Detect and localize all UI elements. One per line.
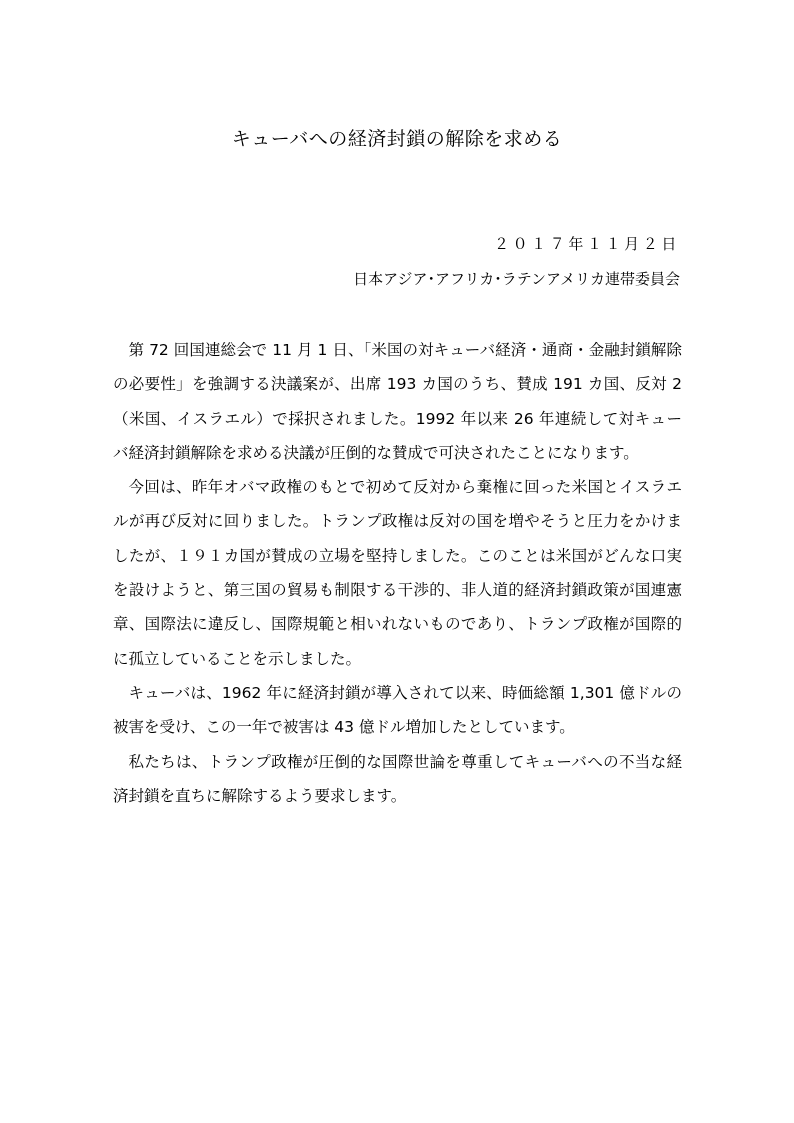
document-date: ２０１７年１１月２日 <box>493 235 680 253</box>
document-title: キューバへの経済封鎖の解除を求める <box>231 128 563 150</box>
body-paragraph: 第 72 回国連総会で 11 月 1 日、「米国の対キューバ経済・通商・金融封鎖解除の必要性」を強調する決議案が、出席 193 カ国のうち、賛成 191 カ国、反対 2（米国、イスラエル）で採択されました。1992 年以来 26 年連続して対キューバ経済封鎖解除を求める決議が圧倒的な賛成で可決されたことになります。 <box>113 341 682 462</box>
body-paragraph: 私たちは、トランプ政権が圧倒的な国際世論を尊重してキューバへの不当な経済封鎖を直ちに解除するよう要求します。 <box>113 752 682 805</box>
document-body <box>113 333 682 813</box>
sender-organization: 日本アジア･アフリカ･ラテンアメリカ連帯委員会 <box>353 270 680 288</box>
body-paragraph: キューバは、1962 年に経済封鎖が導入されて以来、時価総額 1,301 億ドルの被害を受け、この一年で被害は 43 億ドル増加したとしています。 <box>113 683 682 737</box>
body-paragraph: 今回は、昨年オバマ政権のもとで初めて反対から棄権に回った米国とイスラエルが再び反対に回りました。トランプ政権は反対の国を増やそうと圧力をかけましたが、１９１カ国が賛成の立場を堅持しました。このことは米国がどんな口実を設けようと、第三国の貿易も制限する干渉的、非人道的経済封鎖政策が国連憲章、国際法に違反し、国際規範と相いれないものであり、トランプ政権が国際的に孤立していることを示しました。 <box>113 478 682 668</box>
